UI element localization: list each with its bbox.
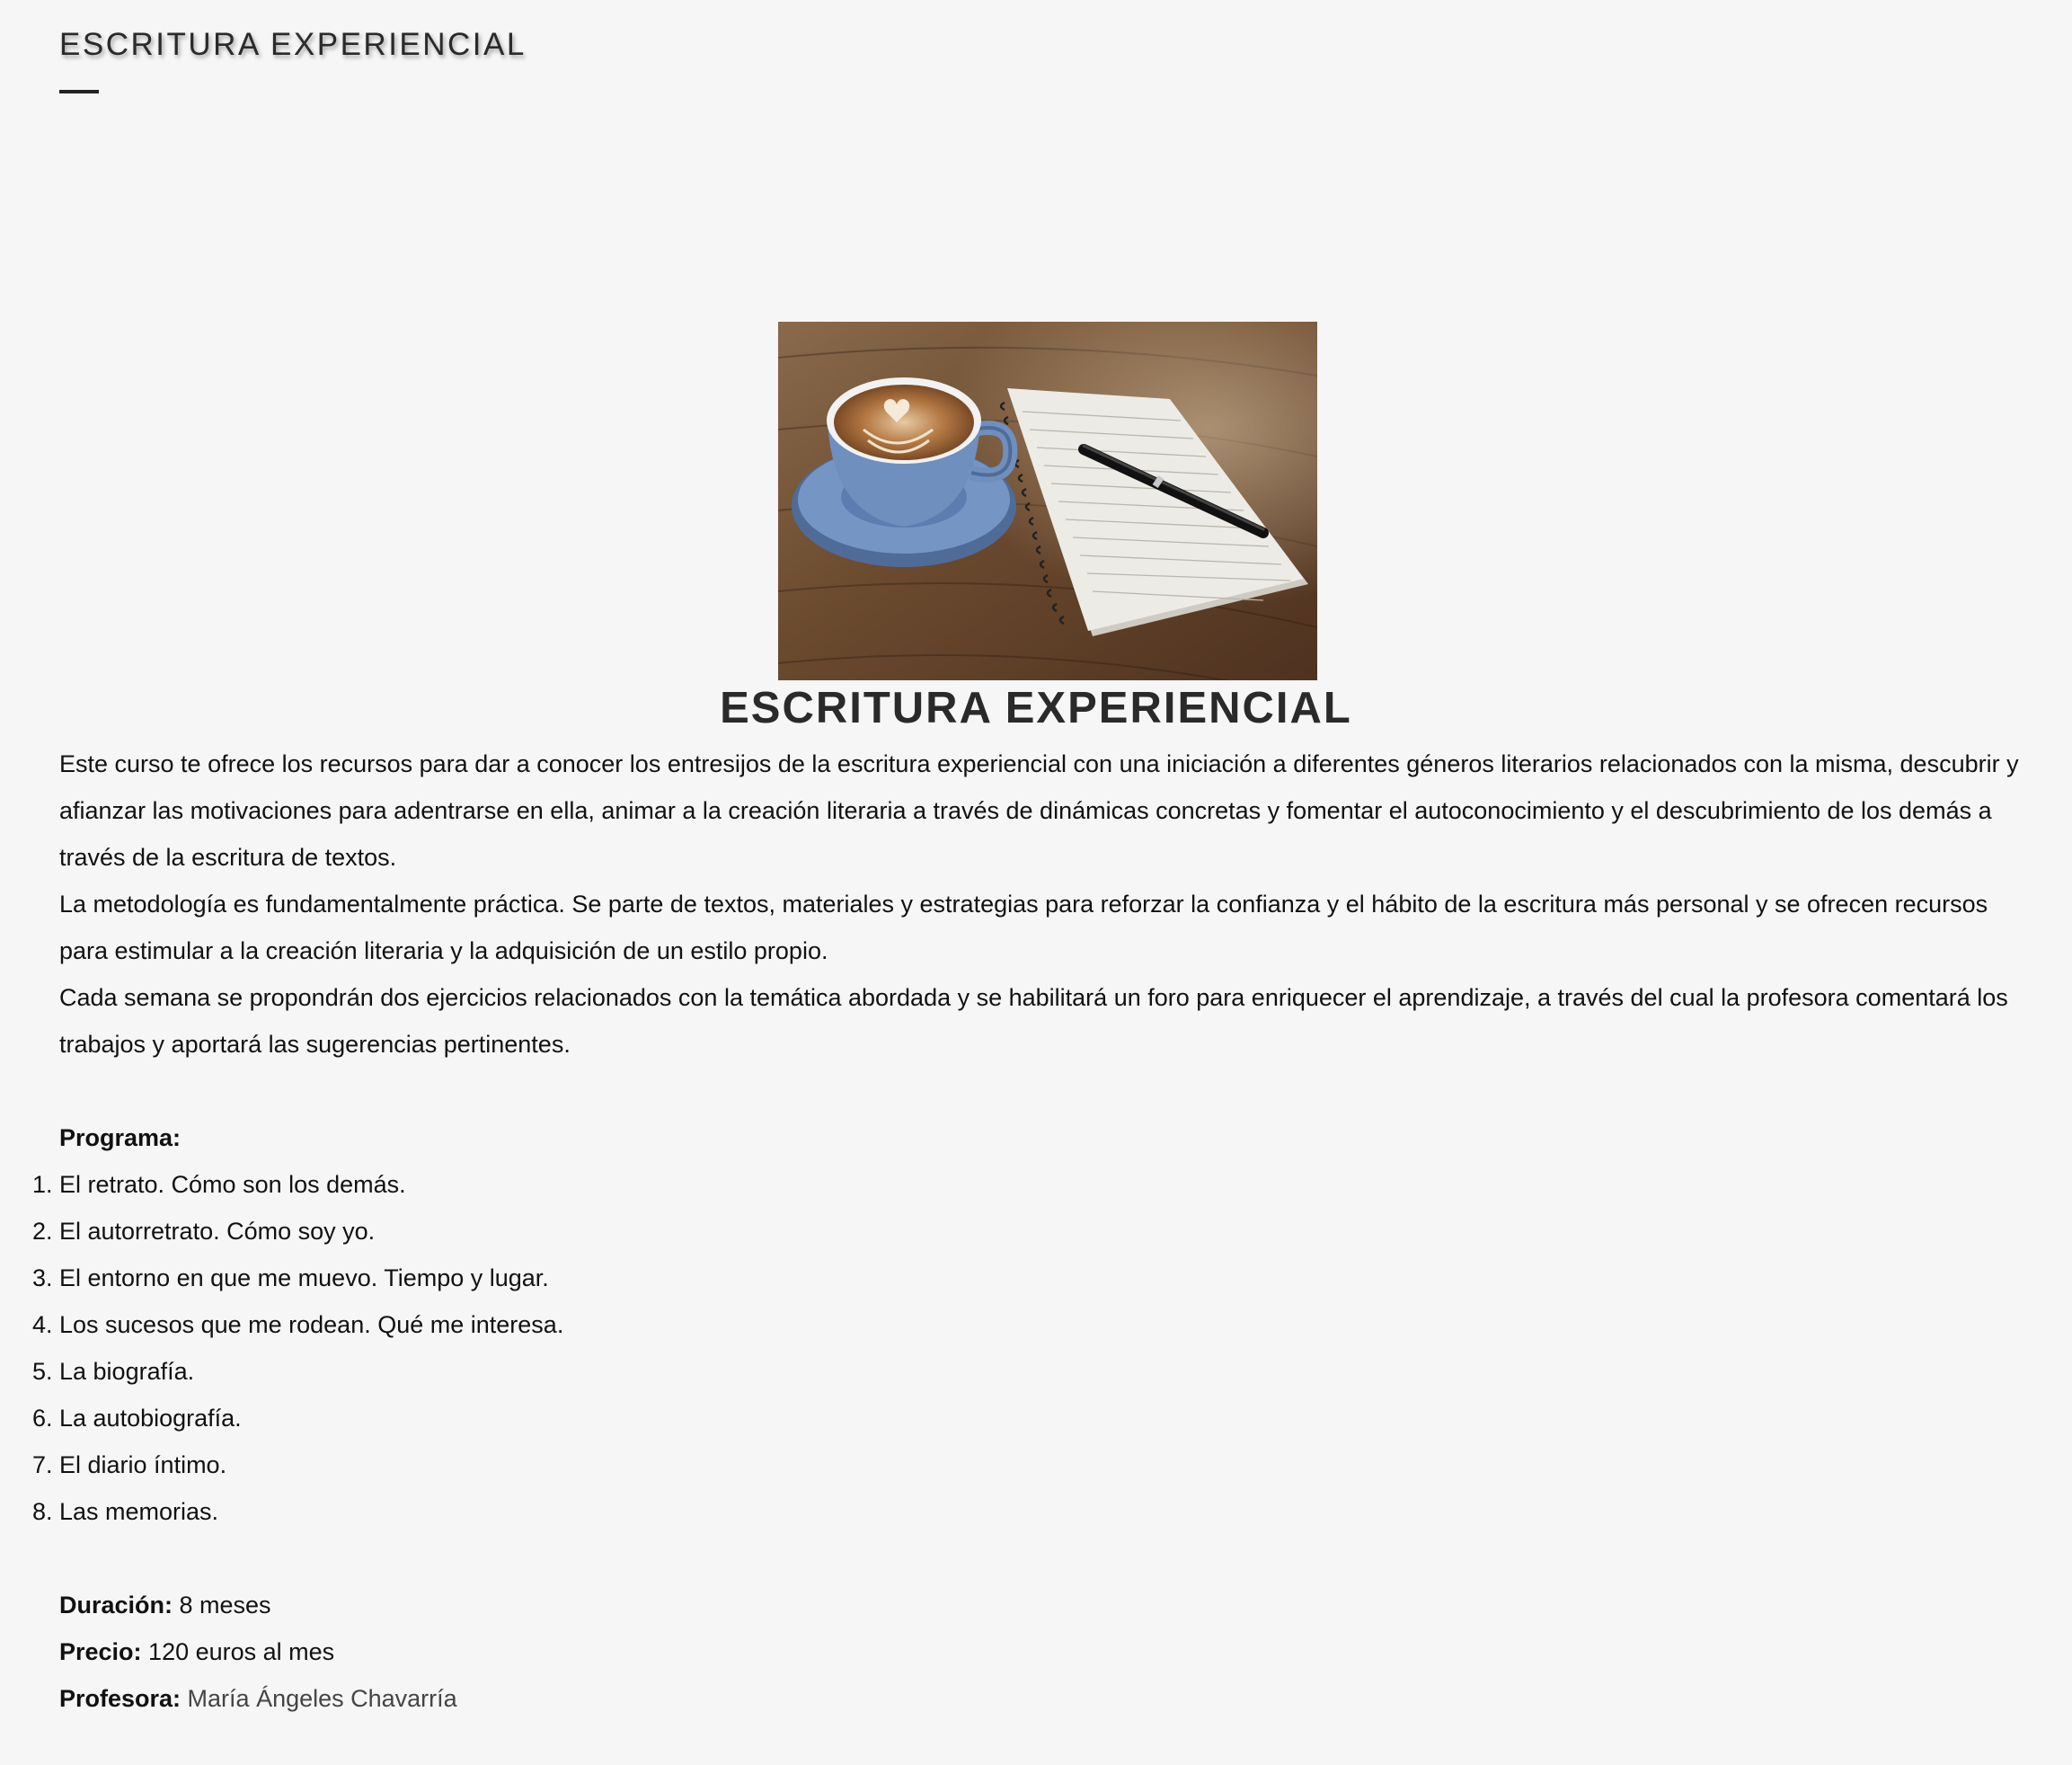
hero-image xyxy=(778,322,1317,680)
program-item: 8. Las memorias. xyxy=(59,1488,2036,1535)
course-heading: ESCRITURA EXPERIENCIAL xyxy=(720,684,1352,732)
program-list xyxy=(59,1161,2036,1535)
title-underline xyxy=(59,90,99,93)
methodology-paragraph: La metodología es fundamentalmente práctica. Se parte de textos, materiales y estrategias para reforzar la confianza y el hábito de la escritura más personal y se ofrecen recursos para estimular a la creación literaria y la adquisición de un estilo propio. xyxy=(59,891,1988,964)
price-line xyxy=(59,1628,2036,1675)
weekly-exercises-paragraph: Cada semana se propondrán dos ejercicios relacionados con la temática abordada y se habilitará un foro para enriquecer el aprendizaje, a través del cual la profesora comentará los trabajos y aportará las sugerencias pertinentes. xyxy=(59,984,2008,1058)
program-item: 5. La biografía. xyxy=(59,1348,2036,1395)
price-value: 120 euros al mes xyxy=(141,1638,335,1665)
program-item: 1. El retrato. Cómo son los demás. xyxy=(59,1161,2036,1208)
teacher-label: Profesora: xyxy=(59,1685,182,1712)
site-title[interactable]: ESCRITURA EXPERIENCIAL xyxy=(59,27,527,62)
program-label: Programa: xyxy=(59,1124,182,1151)
teacher-line xyxy=(59,1675,2036,1722)
course-description xyxy=(59,741,2036,1722)
program-item: 3. El entorno en que me muevo. Tiempo y lugar. xyxy=(59,1255,2036,1301)
program-item: 2. El autorretrato. Cómo soy yo. xyxy=(59,1208,2036,1255)
price-label: Precio: xyxy=(59,1638,142,1665)
spacer xyxy=(59,1535,2036,1582)
program-item: 4. Los sucesos que me rodean. Qué me interesa. xyxy=(59,1301,2036,1348)
duration-label: Duración: xyxy=(59,1592,173,1619)
duration-line xyxy=(59,1582,2036,1628)
duration-value: 8 meses xyxy=(173,1592,271,1619)
teacher-name[interactable]: María Ángeles Chavarría xyxy=(181,1685,457,1712)
program-item: 6. La autobiografía. xyxy=(59,1395,2036,1441)
program-item: 7. El diario íntimo. xyxy=(59,1441,2036,1488)
spacer xyxy=(59,1068,2036,1114)
intro-paragraph: Este curso te ofrece los recursos para dar a conocer los entresijos de la escritura experiencial con una iniciación a diferentes géneros literarios relacionados con la misma, descubrir y afianzar las motivaciones para adentrarse en ella, animar a la creación literaria a través de dinámicas concretas y fomentar el autoconocimiento y el descubrimiento de los demás a través de la escritura de textos. xyxy=(59,750,2019,871)
coffee-notebook-illustration xyxy=(778,322,1317,680)
